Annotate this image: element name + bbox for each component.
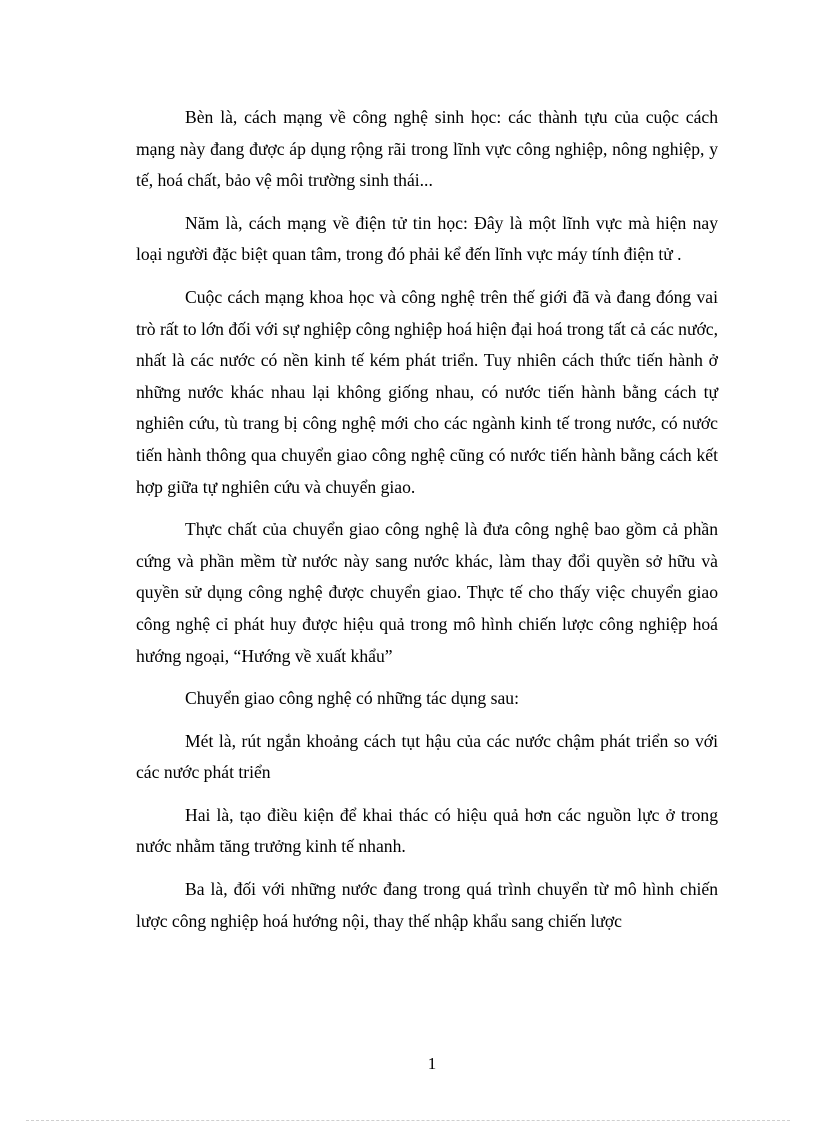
paragraph-effect-two: Hai là, tạo điều kiện để khai thác có hiệu quả hơn các nguồn lực ở trong nước nhằm tăng trưởng kinh tế nhanh. — [136, 804, 718, 857]
paragraph-effect-one: Mét là, rút ngắn khoảng cách tụt hậu của các nước chậm phát triển so với các nước phát triển — [136, 730, 718, 783]
paragraph-transfer-essence: Thực chất của chuyển giao công nghệ là đưa công nghệ bao gồm cả phần cứng và phần mềm từ nước này sang nước khác, làm thay đổi quyền sở hữu và quyền sử dụng công nghệ được chuyển giao. Thực tế cho thấy việc chuyển giao công nghệ cỉ phát huy được hiệu quả trong mô hình chiến lược công nghiệp hoá hướng ngoại, “Hướng về xuất khẩu” — [136, 519, 718, 666]
paragraph-biotech: Bèn là, cách mạng về công nghệ sinh học: các thành tựu của cuộc cách mạng này đang được áp dụng rộng rãi trong lĩnh vực công nghiệp, nông nghiệp, y tế, hoá chất, bảo vệ môi trường sinh thái... — [136, 107, 718, 191]
paragraph-transfer-effects-intro: Chuyển giao công nghệ có những tác dụng sau: — [185, 688, 519, 709]
page-number: 1 — [427, 1054, 437, 1073]
paragraph-electronics: Năm là, cách mạng về điện tử tin học: Đây là một lĩnh vực mà hiện nay loại người đặc biệt quan tâm, trong đó phải kể đến lĩnh vực máy tính điện tử . — [136, 212, 718, 265]
paragraph-revolution-role: Cuộc cách mạng khoa học và công nghệ trên thế giới đã và đang đóng vai trò rất to lớn đối với sự nghiệp công nghiệp hoá hiện đại hoá trong tất cả các nước, nhất là các nước có nền kinh tế kém phát triển. Tuy nhiên cách thức tiến hành ở những nước khác nhau lại không giống nhau, có nước tiến hành bằng cách tự nghiên cứu, tù trang bị công nghệ mới cho các ngành kinh tế trong nước, có nước tiến hành thông qua chuyển giao công nghệ cũng có nước tiến hành bằng cách kết hợp giữa tự nghiên cứu và chuyển giao. — [136, 286, 718, 497]
page-bottom-divider — [26, 1120, 790, 1121]
document-page — [136, 102, 718, 948]
paragraph-effect-three: Ba là, đối với những nước đang trong quá trình chuyển từ mô hình chiến lược công nghiệp hoá hướng nội, thay thế nhập khẩu sang chiến lược — [136, 879, 718, 931]
